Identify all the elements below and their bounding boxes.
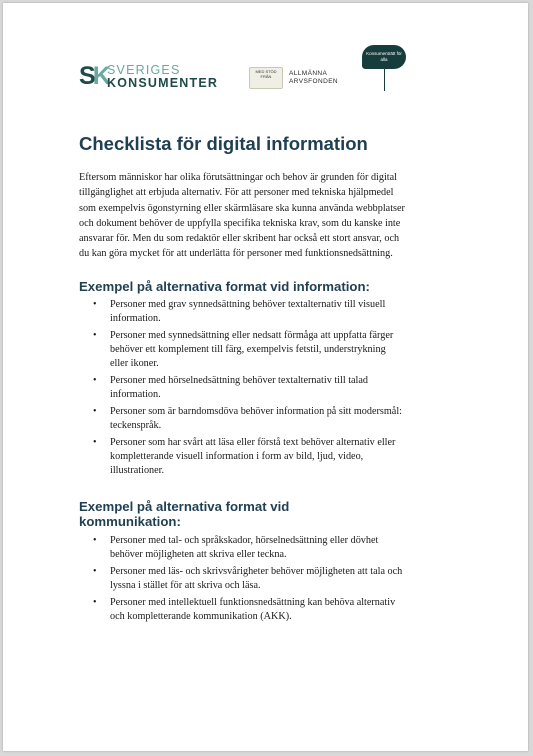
sk-logo-mark-icon: SK xyxy=(79,62,108,90)
list-item-line: eller ikoner. xyxy=(110,358,159,369)
intro-line: Eftersom människor har olika förutsättningar och behov är grunden för digital xyxy=(79,172,397,183)
arvsfonden-text xyxy=(289,70,338,85)
document-page xyxy=(3,3,528,751)
list-item-line: information. xyxy=(110,313,161,324)
bubble-stem xyxy=(384,69,385,91)
list-item xyxy=(79,329,419,371)
information-format-list xyxy=(79,298,419,481)
list-item xyxy=(79,534,419,562)
list-item-line: • Personer med hörselnedsättning behöver textalternativ till talad xyxy=(110,375,369,386)
list-item-line: teckenspråk. xyxy=(110,420,162,431)
intro-line: tillgänglighet att erbjuda alternativ. För att personer med tekniska hjälpmedel xyxy=(79,187,394,199)
list-item-line: behöver möjligheten att skriva eller teckna. xyxy=(110,549,287,560)
page-title: Checklista för digital information xyxy=(79,133,368,154)
list-item-line: lyssna i stället för att skriva och läsa. xyxy=(110,580,261,591)
list-item xyxy=(79,374,419,402)
arvsfonden-line1: ALLMÄNNA xyxy=(289,70,328,77)
list-item xyxy=(79,436,419,478)
section-heading-text: kommunikation: xyxy=(79,514,181,529)
section-heading-information xyxy=(79,279,419,294)
speech-bubble-icon: Konsumenträtt för alla xyxy=(362,45,406,69)
communication-format-list xyxy=(79,534,419,627)
section-heading-text: Exempel på alternativa format vid information: xyxy=(79,279,370,294)
list-item-line: • Personer med läs- och skrivsvårigheter behöver möjligheten att tala och xyxy=(110,566,403,577)
list-item-line: • Personer som har svårt att läsa eller förstå text behöver alternativ eller xyxy=(110,437,396,448)
list-item-line: kompletterande visuell information i form av bild, ljud, video, xyxy=(110,451,364,462)
logo-word-konsumenter: KONSUMENTER xyxy=(107,76,219,90)
list-item-line: behöver ett komplement till färg, exempelvis fetstil, understrykning xyxy=(110,344,386,355)
intro-paragraph xyxy=(79,170,409,262)
arvsfonden-badge: MED STÖD FRÅN xyxy=(249,67,283,89)
list-item-line: och kompletterande kommunikation (AKK). xyxy=(110,611,292,622)
intro-line: som exempelvis ögonstyrning eller skärmläsare ska kunna använda webbplatser xyxy=(79,202,405,214)
list-item-line: • Personer med grav synnedsättning behöver textalternativ till visuell xyxy=(110,299,386,310)
list-item-line: • Personer med synnedsättning eller nedsatt förmåga att uppfatta färger xyxy=(110,330,394,341)
logo-header xyxy=(3,3,528,103)
list-item xyxy=(79,596,419,624)
intro-line: och dokument behöver de uppfylla specifika tekniska krav, som du kanske inte xyxy=(79,217,401,229)
intro-line: du kan göra mycket för att underlätta för personer med funktionsnedsättning. xyxy=(79,248,393,260)
list-item-line: • Personer som är barndomsdöva behöver information på sitt modersmål: xyxy=(110,406,402,417)
list-item xyxy=(79,565,419,593)
arvsfonden-line2: ARVSFONDEN xyxy=(289,77,339,85)
list-item xyxy=(79,405,419,433)
list-item-line: illustrationer. xyxy=(110,465,165,476)
section-heading-communication xyxy=(79,499,419,529)
list-item-line: information. xyxy=(110,389,161,400)
logo-word-sveriges: SVERIGES xyxy=(107,63,181,77)
intro-line: ansvarar för. Men du som redaktör eller skribent har också ett stort ansvar, och xyxy=(79,233,400,245)
list-item-line: • Personer med tal- och språkskador, hörselnedsättning eller dövhet xyxy=(110,535,379,546)
list-item xyxy=(79,298,419,326)
section-heading-text: Exempel på alternativa format vid xyxy=(79,499,290,514)
list-item-line: • Personer med intellektuell funktionsnedsättning kan behöva alternativ xyxy=(110,597,396,608)
